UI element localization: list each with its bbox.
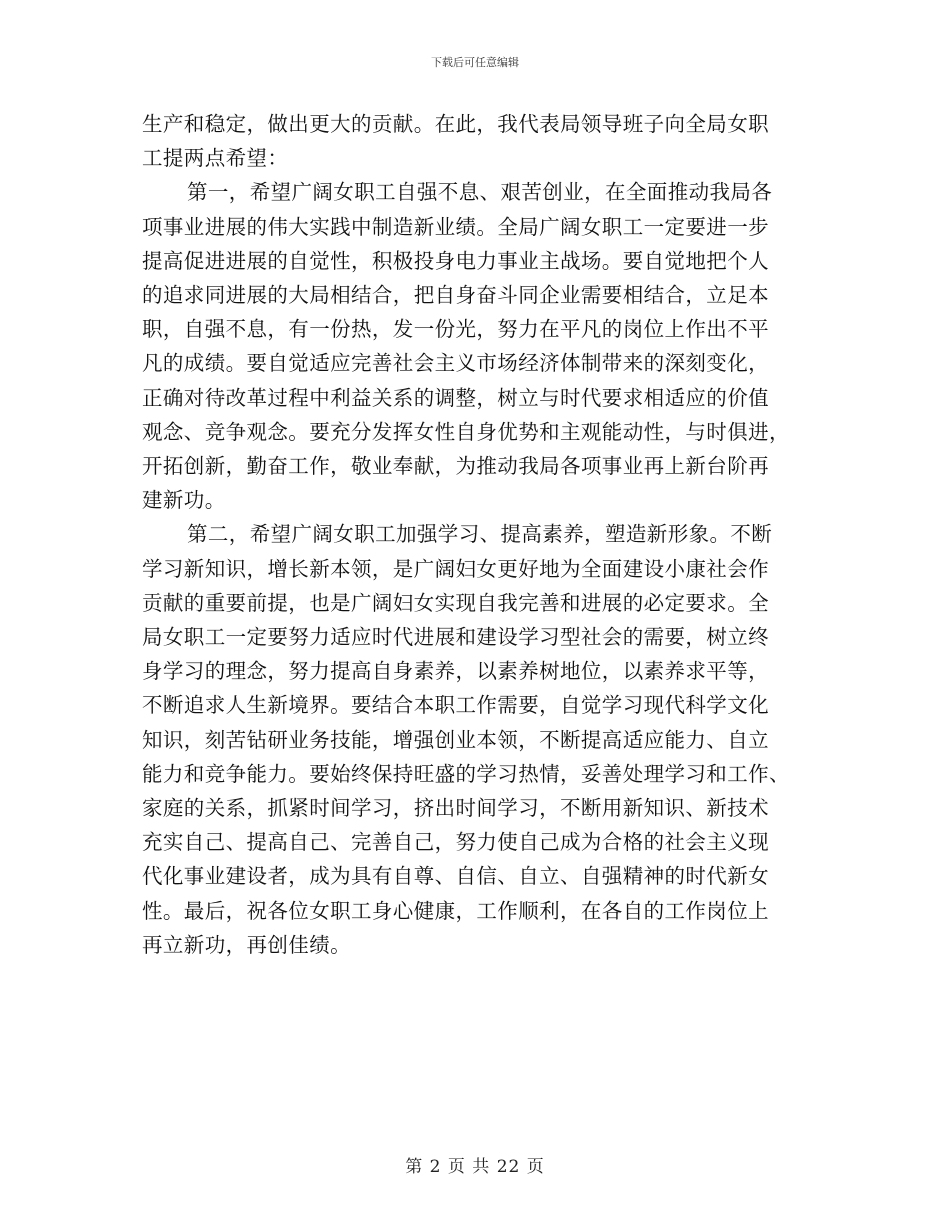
text-line: 观念、竞争观念。要充分发挥女性自身优势和主观能动性，与时俱进， <box>142 419 790 444</box>
text-line: 家庭的关系，抓紧时间学习，挤出时间学习，不断用新知识、新技术 <box>142 796 769 821</box>
text-line: 生产和稳定，做出更大的贡献。在此，我代表局领导班子向全局女职 <box>142 112 769 136</box>
paragraph <box>142 175 810 517</box>
paragraph <box>142 107 810 175</box>
text-line: 建新功。 <box>142 488 226 513</box>
page-footer: 第 2 页 共 22 页 <box>405 1157 545 1177</box>
text-line: 工提两点希望： <box>142 146 289 171</box>
text-line: 充实自己、提高自己、完善自己，努力使自己成为合格的社会主义现 <box>142 830 769 855</box>
text-line: 代化事业建设者，成为具有自尊、自信、自立、自强精神的时代新女 <box>142 864 769 889</box>
text-line: 的追求同进展的大局相结合，把自身奋斗同企业需要相结合，立足本 <box>142 283 769 308</box>
text-line: 知识，刻苦钻研业务技能，增强创业本领，不断提高适应能力、自立 <box>142 727 769 752</box>
text-line: 再立新功，再创佳绩。 <box>142 932 351 957</box>
text-line: 不断追求人生新境界。要结合本职工作需要，自觉学习现代科学文化 <box>142 693 769 718</box>
text-line: 局女职工一定要努力适应时代进展和建设学习型社会的需要，树立终 <box>142 625 769 650</box>
text-line: 提高促进进展的自觉性，积极投身电力事业主战场。要自觉地把个人 <box>142 248 769 273</box>
text-line: 学习新知识，增长新本领，是广阔妇女更好地为全面建设小康社会作 <box>142 556 769 581</box>
text-line: 第二，希望广阔女职工加强学习、提高素养，塑造新形象。不断 <box>187 522 773 547</box>
paragraph <box>142 517 810 962</box>
text-line: 性。最后，祝各位女职工身心健康，工作顺利，在各自的工作岗位上 <box>142 898 769 923</box>
document-body <box>142 107 810 962</box>
page-header: 下载后可任意编辑 <box>431 56 519 69</box>
text-line: 项事业进展的伟大实践中制造新业绩。全局广阔女职工一定要进一步 <box>142 214 769 239</box>
text-line: 能力和竞争能力。要始终保持旺盛的学习热情，妥善处理学习和工作、 <box>142 761 790 786</box>
text-line: 开拓创新，勤奋工作，敬业奉献，为推动我局各项事业再上新台阶再 <box>142 454 769 479</box>
text-line: 凡的成绩。要自觉适应完善社会主义市场经济体制带来的深刻变化， <box>142 351 769 376</box>
text-line: 身学习的理念，努力提高自身素养，以素养树地位，以素养求平等， <box>142 659 769 684</box>
text-line: 贡献的重要前提，也是广阔妇女实现自我完善和进展的必定要求。全 <box>142 590 769 615</box>
text-line: 正确对待改革过程中利益关系的调整，树立与时代要求相适应的价值 <box>142 385 769 410</box>
text-line: 职，自强不息，有一份热，发一份光，努力在平凡的岗位上作出不平 <box>142 317 769 342</box>
text-line: 第一，希望广阔女职工自强不息、艰苦创业，在全面推动我局各 <box>187 180 773 205</box>
